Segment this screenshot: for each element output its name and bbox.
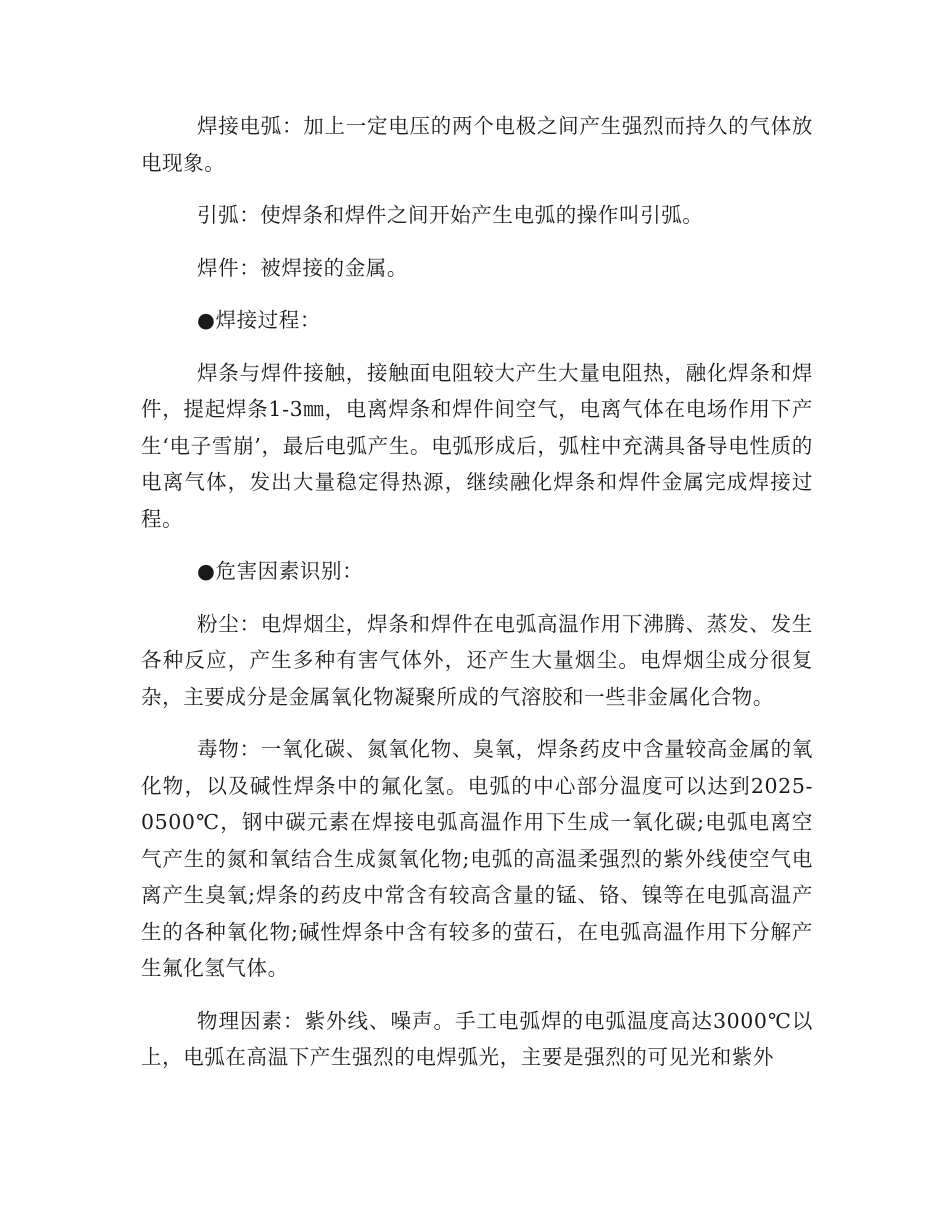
hazard-physical-factors-paragraph: 物理因素：紫外线、噪声。手工电弧焊的电弧温度高达3000℃以上，电弧在高温下产生强烈的电焊弧光，主要是强烈的可见光和紫外 (141, 1008, 813, 1069)
definition-weldment: 焊件：被焊接的金属。 (197, 255, 408, 280)
welding-process-paragraph: 焊条与焊件接触，接触面电阻较大产生大量电阻热，融化焊条和焊件，提起焊条1-3㎜，电离焊条和焊件间空气，电离气体在电场作用下产生‘电子雪崩’，最后电弧产生。电弧形成后，弧柱中充满具备导电性质的电离气体，发出大量稳定得热源，继续融化焊条和焊件金属完成焊接过程。 (141, 360, 813, 531)
hazard-toxicants-paragraph: 毒物：一氧化碳、氮氧化物、臭氧，焊条药皮中含量较高金属的氧化物，以及碱性焊条中的氟化氢。电弧的中心部分温度可以达到2025-0500℃，钢中碳元素在焊接电弧高温作用下生成一氧化碳;电弧电离空气产生的氮和氧结合生成氮氧化物;电弧的高温柔强烈的紫外线使空气电离产生臭氧;焊条的药皮中常含有较高含量的锰、铬、镍等在电弧高温产生的各种氧化物;碱性焊条中含有较多的萤石，在电弧高温作用下分解产生氟化氢气体。 (141, 737, 813, 980)
definition-welding-arc: 焊接电弧：加上一定电压的两个电极之间产生强烈而持久的气体放电现象。 (141, 114, 813, 175)
hazard-dust-paragraph: 粉尘：电焊烟尘，焊条和焊件在电弧高温作用下沸腾、蒸发、发生各种反应，产生多种有害气体外，还产生大量烟尘。电焊烟尘成分很复杂，主要成分是金属氧化物凝聚所成的气溶胶和一些非金属化合物。 (141, 611, 813, 709)
document-page (141, 108, 813, 1092)
definition-arc-striking: 引弧：使焊条和焊件之间开始产生电弧的操作叫引弧。 (197, 203, 704, 227)
section-heading-hazard-identification: ●危害因素识别： (197, 559, 364, 583)
section-heading-welding-process: ●焊接过程： (197, 308, 321, 332)
